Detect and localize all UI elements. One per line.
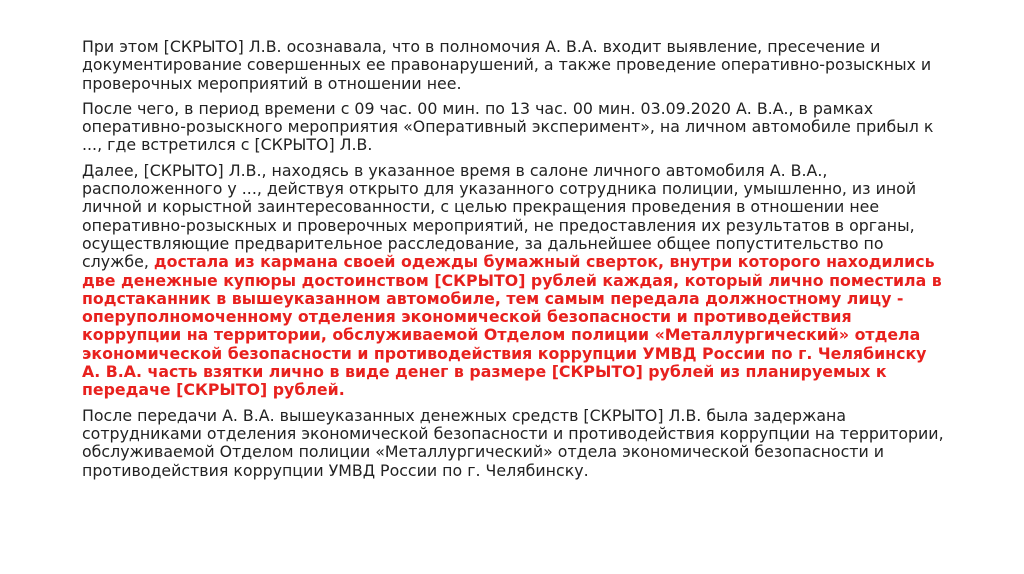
paragraph-bribe-text: Далее, [СКРЫТО] Л.В., находясь в указанное время в салоне личного автомобиля А. В.А., расположенного у ..., действуя открыто для указанного сотрудника полиции, умышленно, из иной личной и корыстной заинтересованности, с целью прекращения проведения в отношении нее оперативно-розыскных и проверочных мероприятий, не предоставления их результатов в органы, осуществляющие предварительное расследование, за дальнейшее общее попустительство по службе, [82,160,917,272]
paragraph-awareness [82,38,950,93]
paragraph-arrival [82,100,950,155]
paragraph-bribe [82,162,950,400]
slide-text-block [82,38,950,487]
paragraph-awareness-text: При этом [СКРЫТО] Л.В. осознавала, что в полномочия А. В.А. входит выявление, пресечение и документирование совершенных ее правонарушений, а также проведение оперативно-розыскных и проверочных мероприятий в отношении нее. [82,37,932,93]
paragraph-detention-text: После передачи А. В.А. вышеуказанных денежных средств [СКРЫТО] Л.В. была задержана сотрудниками отделения экономической безопасности и противодействия коррупции на территории, обслуживаемой Отделом полиции «Металлургический» отдела экономической безопасности и противодействия коррупции УМВД России по г. Челябинску. [82,405,944,480]
paragraph-arrival-text: После чего, в период времени с 09 час. 00 мин. по 13 час. 00 мин. 03.09.2020 А. В.А., в рамках оперативно-розыскного мероприятия «Оперативный эксперимент», на личном автомобиле прибыл к ..., где встретился с [СКРЫТО] Л.В. [82,98,934,155]
paragraph-detention [82,407,950,480]
paragraph-bribe-highlight: достала из кармана своей одежды бумажный сверток, внутри которого находились две денежные купюры достоинством [СКРЫТО] рублей каждая, который лично поместила в подстаканник в вышеуказанном автомобиле, тем самым передала должностному лицу - оперуполномоченному отделения экономической безопасности и противодействия коррупции на территории, обслуживаемой Отделом полиции «Металлургический» отдела экономической безопасности и противодействия коррупции УМВД России по г. Челябинску А. В.А. часть взятки лично в виде денег в размере [СКРЫТО] рублей из планируемых к передаче [СКРЫТО] рублей. [82,252,942,400]
